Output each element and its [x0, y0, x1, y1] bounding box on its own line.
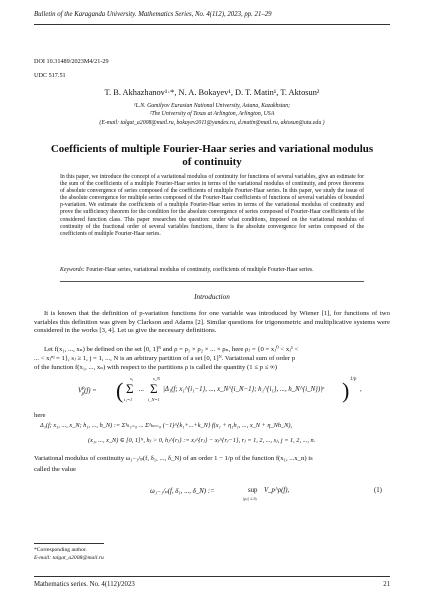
footer-journal: Mathematics series. No. 4(112)/2023 — [34, 581, 135, 588]
affiliation-1: ¹L.N. Gumilyov Eurasian National University, Astana, Kazakhstan; — [133, 103, 291, 109]
running-header: Bulletin of the Karaganda University. Mathematics Series, No. 4(112), 2023, pp. 21–29 — [34, 11, 272, 18]
paper-title — [34, 143, 390, 169]
eq-vp-separator: , — [360, 386, 362, 393]
eq-omega-lhs: ω₁₋₁/ₚ(f, δ₁, ..., δ_N) := — [150, 488, 215, 495]
page-number: 21 — [383, 581, 390, 588]
intro-paragraph-1: It is known that the definition of p-variation functions for one variable was introduced by Wiener [1], for functions of two variables this definition was given by Clarkson and Adams [2]. Similar questions for trigonometric and multiplicative systems were considered in the works [3, 4]. Let us give the necessary definitions. — [34, 310, 390, 335]
footnote-divider — [34, 543, 104, 544]
eq-vp-lhs: $V^\rho_p(f)$ = — [78, 386, 97, 397]
author-list: T. B. Akhazhanov¹·*, N. A. Bokayev¹, D. T. Matin¹, T. Aktosun² — [104, 88, 320, 97]
paper-title-line-1: Coefficients of multiple Fourier-Haar series and variational modulus — [50, 143, 374, 155]
footnote-email[interactable]: E-mail: talgat_a2008@mail.ru — [34, 555, 104, 561]
eq-number-1: (1) — [374, 487, 382, 494]
footnote-corresponding: *Corresponding author. — [34, 547, 87, 553]
header-divider — [34, 24, 390, 25]
equation-omega — [150, 484, 390, 506]
footer-divider — [34, 576, 390, 577]
abstract-divider — [60, 281, 364, 282]
equation-delta: Δ₁(f; x₁, ..., x_N; h₁, ..., h_N) := Σ¹ₖ₁₌₀ ... Σ¹ₖₙ₌₀ (−1)^{k₁+...+k_N} f(x₁ + η₁h₁, ..., x_N + η_Nh_N), — [40, 422, 293, 429]
doi[interactable]: DOI 10.31489/2023M4/21-29 — [34, 58, 109, 65]
eq-sum2: Σ — [150, 381, 158, 396]
eq-vp-body: |Δ₁(f; x₁^{i₁−1}, ..., x_N^{i_N−1}; h₁^{i₁}, ..., h_N^{i_N})|ᵖ — [163, 386, 324, 393]
eq-omega-sub: |ρⱼ| ≤ δⱼ — [243, 496, 257, 501]
eq-sum2-bottom: i_N=1 — [148, 397, 160, 402]
eq-vp-power: 1/p — [350, 377, 357, 382]
eq-sum1-top: s₁ — [130, 376, 134, 381]
paper-title-line-2: of continuity — [182, 156, 242, 168]
intro-paragraph-3-line-2: called the value — [34, 466, 76, 473]
section-heading-introduction: Introduction — [194, 293, 230, 301]
keywords-label: Keywords: — [60, 267, 85, 273]
here-label: here — [34, 412, 46, 419]
intro-paragraph-3-line-1: Variational modulus of continuity ω₁₋₁/ₚ(f, δ₁, ..., δ_N) of an order 1 − 1/p of the function f(x₁, ...x_n) is — [34, 455, 313, 462]
eq-omega-rhs: V_p^ρ(f), — [264, 487, 290, 494]
affiliation-2: ²The University of Texas at Arlington, Arlington, USA — [149, 111, 275, 117]
intro-paragraph-2-line-3: of the function f(x₁, ..., xₙ) with respect to the partitions ρ is called the quantity (1 ≤ p ≤ ∞) — [34, 364, 277, 371]
eq-left-paren: ( — [116, 378, 124, 403]
eq-sum1-bottom: i₁=1 — [124, 397, 133, 402]
keywords-text: Fourier-Haar series, variational modulus of continuity, coefficients of multiple Fourier-Haar series. — [86, 267, 314, 273]
equation-variational-sum — [78, 376, 398, 406]
author-emails[interactable]: (E-mail: talgat_a2008@mail.ru, bokayev2011@yandex.ru, d.matin@mail.ru, aktosun@uta.edu ) — [99, 120, 325, 126]
abstract: In this paper, we introduce the concept of a variational modulus of continuity for functions of several variables, give an estimate for the sum of the coefficients of a multiple Fourier-Haar series in terms of the variational modulus of continuity, and prove theorems of absolute convergence of series composed of the coefficients of multiple Fourier-Haar series. In this paper, we study the issue of the absolute convergence for multiple series composed of the Fourier-Haar coefficients of functions of several variables of bounded p-variation. We estimate the coefficients of a multiple Fourier-Haar series in terms of the variational modulus of continuity and prove the sufficiency theorem for the condition for the absolute convergence of series composed of Fourier-Haar coefficients of the considered function class. This paper researches the question: under what conditions, imposed on the variational modulus of continuity of the fractional order of several variables functions, there is the absolute convergence for series composed of the coefficients of multiple Fourier-Haar series. — [60, 174, 364, 237]
equation-domain: (x₁, ..., x_N) ∈ [0, 1]ᴺ, hⱼ > 0, hⱼ^{rⱼ} := xⱼ^{rⱼ} − xⱼ^{rⱼ−1}, rⱼ = 1, 2, ..., sⱼ, j = 1, 2, ..., n. — [88, 437, 316, 444]
intro-paragraph-2-line-1: Let f(x₁, ..., xₙ) be defined on the set [0, 1]ᴺ and ρ = ρ₁ × ρ₂ × ... × ρₙ, here ρⱼ = {0 = xⱼ⁰ < xⱼ¹ < — [44, 346, 299, 353]
keywords — [60, 267, 364, 274]
intro-paragraph-2-line-2: ... < xⱼⁿʲ = 1}, sⱼ ≥ 1, j = 1, ..., N is an arbitrary partition of a set [0, 1]ᴺ. Variational sum of order p — [34, 355, 296, 362]
eq-omega-sup: sup — [248, 487, 258, 494]
eq-sum1: Σ — [126, 381, 134, 396]
eq-dots: ... — [139, 386, 145, 393]
udc: UDC 517.51 — [34, 72, 66, 79]
eq-sum2-top: s_N — [153, 376, 161, 381]
eq-right-paren: ) — [342, 378, 350, 403]
